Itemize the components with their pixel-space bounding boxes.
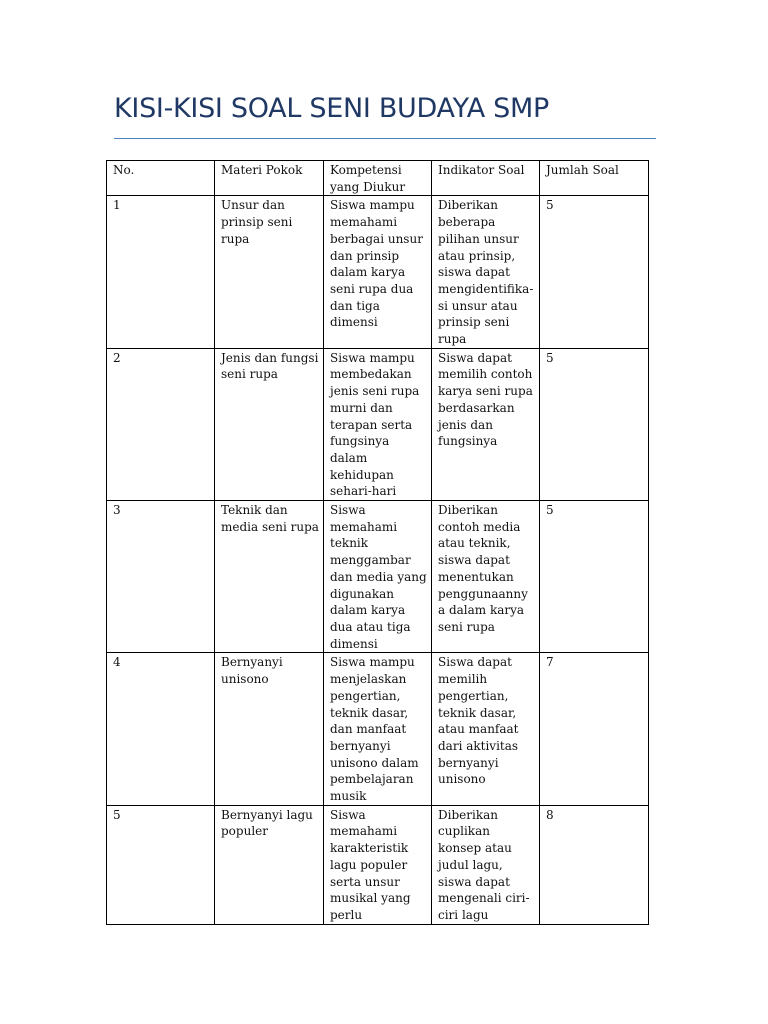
header-kompetensi: Kompetensi yang Diukur <box>324 161 432 196</box>
cell-jumlah-soal: 7 <box>540 653 649 805</box>
cell-no: 3 <box>107 501 215 653</box>
page-title: KISI-KISI SOAL SENI BUDAYA SMP <box>114 93 549 124</box>
kisi-kisi-table <box>106 160 649 925</box>
cell-no: 2 <box>107 348 215 500</box>
cell-no: 1 <box>107 196 215 348</box>
cell-jumlah-soal: 5 <box>540 501 649 653</box>
cell-kompetensi: Siswa mampu memahami berbagai unsur dan prinsip dalam karya seni rupa dua dan tiga dimensi <box>324 196 432 348</box>
cell-kompetensi: Siswa mampu menjelaskan pengertian, teknik dasar, dan manfaat bernyanyi unisono dalam pembelajaran musik <box>324 653 432 805</box>
cell-kompetensi: Siswa mampu membedakan jenis seni rupa murni dan terapan serta fungsinya dalam kehidupan sehari-hari <box>324 348 432 500</box>
table-row <box>107 501 649 653</box>
table-row <box>107 805 649 924</box>
cell-jumlah-soal: 8 <box>540 805 649 924</box>
header-no: No. <box>107 161 215 196</box>
cell-materi-pokok: Bernyanyi unisono <box>215 653 324 805</box>
header-indikator-soal: Indikator Soal <box>432 161 540 196</box>
table-row <box>107 653 649 805</box>
table-row <box>107 196 649 348</box>
cell-indikator-soal: Diberikan cuplikan konsep atau judul lagu, siswa dapat mengenali ciri-ciri lagu <box>432 805 540 924</box>
cell-no: 4 <box>107 653 215 805</box>
cell-indikator-soal: Siswa dapat memilih pengertian, teknik dasar, atau manfaat dari aktivitas bernyanyi unisono <box>432 653 540 805</box>
cell-materi-pokok: Teknik dan media seni rupa <box>215 501 324 653</box>
cell-indikator-soal: Siswa dapat memilih contoh karya seni rupa berdasarkan jenis dan fungsinya <box>432 348 540 500</box>
cell-kompetensi: Siswa memahami teknik menggambar dan media yang digunakan dalam karya dua atau tiga dimensi <box>324 501 432 653</box>
cell-no: 5 <box>107 805 215 924</box>
cell-jumlah-soal: 5 <box>540 196 649 348</box>
cell-indikator-soal: Diberikan beberapa pilihan unsur atau prinsip, siswa dapat mengidentifikasi unsur atau prinsip seni rupa <box>432 196 540 348</box>
cell-jumlah-soal: 5 <box>540 348 649 500</box>
cell-materi-pokok: Unsur dan prinsip seni rupa <box>215 196 324 348</box>
cell-indikator-soal: Diberikan contoh media atau teknik, siswa dapat menentukan penggunaannya dalam karya seni rupa <box>432 501 540 653</box>
cell-kompetensi: Siswa memahami karakteristik lagu populer serta unsur musikal yang perlu <box>324 805 432 924</box>
header-jumlah-soal: Jumlah Soal <box>540 161 649 196</box>
table-header-row <box>107 161 649 196</box>
cell-materi-pokok: Jenis dan fungsi seni rupa <box>215 348 324 500</box>
table-row <box>107 348 649 500</box>
title-divider <box>114 138 656 139</box>
header-materi-pokok: Materi Pokok <box>215 161 324 196</box>
cell-materi-pokok: Bernyanyi lagu populer <box>215 805 324 924</box>
